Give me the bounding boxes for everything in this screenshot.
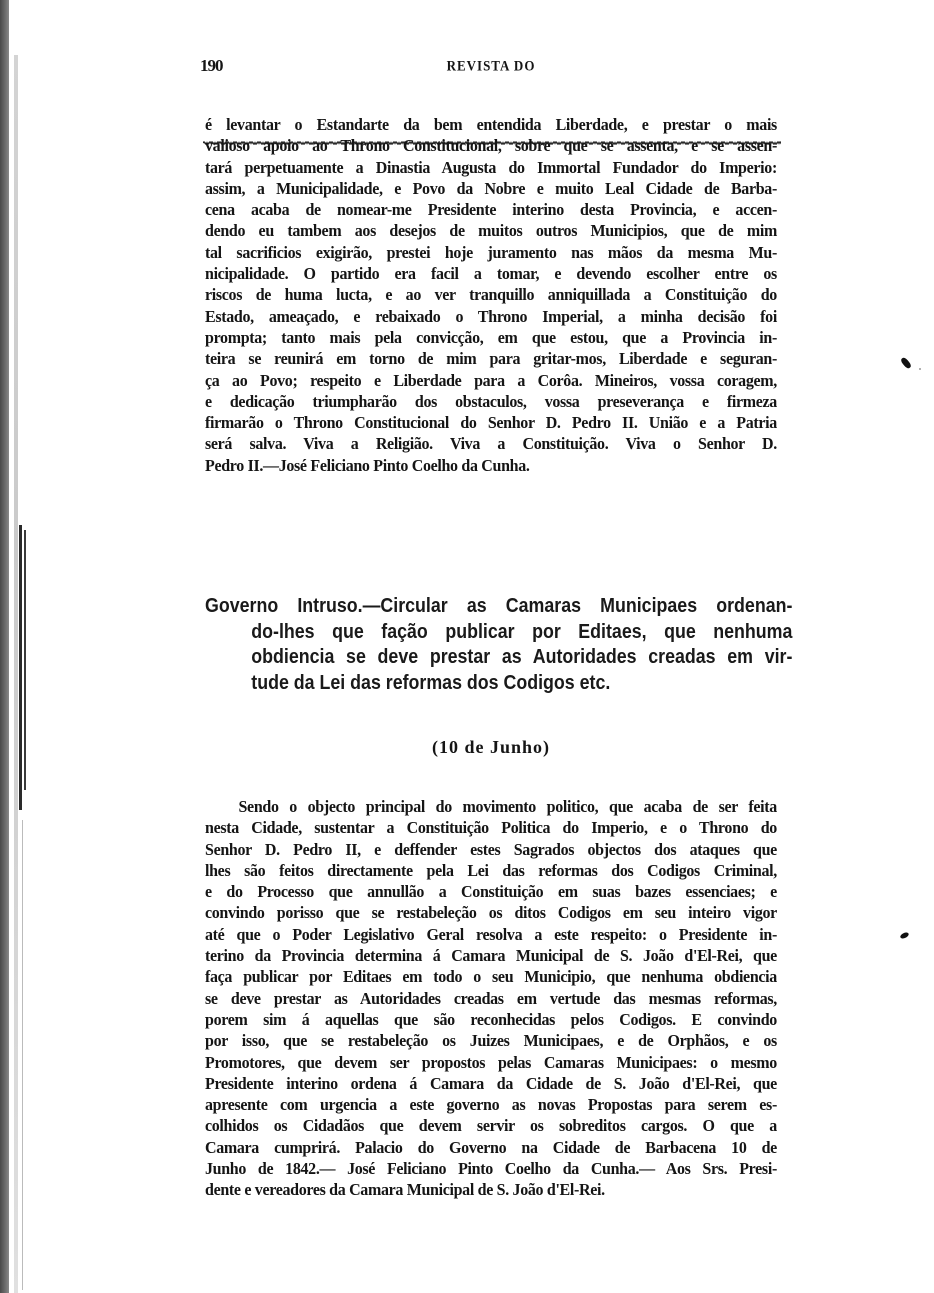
text-line: assim, a Municipalidade, e Povo da Nobre e muito Leal Cidade de Barba- bbox=[205, 178, 777, 198]
ink-speck bbox=[900, 356, 912, 369]
text-line: convindo porisso que se restabeleção os ditos Codigos em seu inteiro vigor bbox=[205, 903, 777, 923]
page-number: 190 bbox=[200, 56, 223, 75]
text-line: lhes são feitos directamente pela Lei das reformas dos Codigos Criminal, bbox=[205, 860, 777, 880]
text-line: Pedro II.—José Feliciano Pinto Coelho da Cunha. bbox=[205, 455, 530, 475]
text-line: e dedicação triumpharão dos obstaculos, vossa preseverança e firmeza bbox=[205, 391, 777, 411]
running-title: REVISTA DO bbox=[446, 56, 536, 75]
text-line: tará perpetuamente a Dinastia Augusta do Immortal Fundador do Imperio: bbox=[205, 157, 777, 177]
text-line: será salva. Viva a Religião. Viva a Constituição. Viva o Senhor D. bbox=[205, 434, 777, 454]
book-page bbox=[200, 56, 793, 1200]
binding-shadow bbox=[14, 55, 18, 1293]
text-line: se deve prestar as Autoridades creadas em vertude das mesmas reformas, bbox=[205, 988, 777, 1008]
text-line: por isso, que se restabeleção os Juizes Municipaes, e de Orphãos, e os bbox=[205, 1031, 777, 1051]
text-line: até que o Poder Legislativo Geral resolva a este respeito: o Presidente in- bbox=[205, 924, 777, 944]
text-line: teira se reunirá em torno de mim para gritar-mos, Liberdade e seguran- bbox=[205, 349, 777, 369]
heading-line: do-lhes que fação publicar por Editaes, que nenhuma bbox=[251, 620, 793, 643]
running-head bbox=[200, 56, 777, 78]
text-line: firmarão o Throno Constitucional do Senhor D. Pedro II. União e a Patria bbox=[205, 413, 777, 433]
text-line: Estado, ameaçado, e rebaixado o Throno Imperial, a minha decisão foi bbox=[205, 306, 777, 326]
text-line: e do Processo que annullão a Constituição em suas bazes essenciaes; e bbox=[205, 882, 777, 902]
text-line: riscos de huma lucta, e ao ver tranquillo anniquillada a Constituição do bbox=[205, 285, 777, 305]
text-line: Senhor D. Pedro II, e deffender estes Sagrados objectos dos ataques que bbox=[205, 839, 777, 859]
text-line: nesta Cidade, sustentar a Constituição Politica do Imperio, e o Throno do bbox=[205, 818, 777, 838]
heading-line: obdiencia se deve prestar as Autoridades creadas em vir- bbox=[251, 646, 793, 668]
text-line: cena acaba de nomear-me Presidente interino desta Provincia, e accen- bbox=[205, 200, 777, 220]
section-heading bbox=[205, 594, 793, 696]
text-line: tal sacrificios exigirão, prestei hoje juramento nas mãos da mesma Mu- bbox=[205, 242, 777, 262]
text-line: prompta; tanto mais pela convicção, em que estou, que a Provincia in- bbox=[205, 327, 777, 347]
section-date: (10 de Junho) bbox=[431, 737, 551, 757]
ink-speck bbox=[919, 368, 921, 370]
text-line: Camara cumprirá. Palacio do Governo na Cidade de Barbacena 10 de bbox=[205, 1137, 777, 1157]
paragraph-1 bbox=[205, 114, 777, 476]
text-line: dente e vereadores da Camara Municipal de S. João d'El-Rei. bbox=[205, 1180, 605, 1200]
text-line: porem sim á aquellas que são reconhecidas pelos Codigos. E convindo bbox=[205, 1009, 777, 1029]
text-line: nicipalidade. O partido era facil a tomar, e devendo escolher entre os bbox=[205, 264, 777, 284]
binding-shadow bbox=[22, 820, 23, 1290]
text-line: valioso apoio ao Throno Constitucional, sobre que se assenta, e se assen- bbox=[205, 136, 777, 156]
text-line: é levantar o Estandarte da bem entendida Liberdade, e prestar o mais bbox=[205, 115, 777, 134]
text-line: dendo eu tambem aos desejos de muitos outros Municipios, que de mim bbox=[205, 221, 777, 241]
text-line: faça publicar por Editaes em todo o seu Municipio, que nenhuma obdiencia bbox=[205, 967, 777, 987]
text-line: Sendo o objecto principal do movimento politico, que acaba de ser feita bbox=[238, 797, 777, 816]
text-line: ça ao Povo; respeito e Liberdade para a Corôa. Mineiros, vossa coragem, bbox=[205, 370, 777, 390]
book-binding-edge bbox=[0, 0, 9, 1293]
text-line: colhidos os Cidadãos que devem servir os sobreditos cargos. O que a bbox=[205, 1116, 777, 1136]
text-line: Promotores, que devem ser propostos pelas Camaras Municipaes: o mesmo bbox=[205, 1052, 777, 1072]
text-line: Presidente interino ordena á Camara da Cidade de S. João d'El-Rei, que bbox=[205, 1073, 777, 1093]
text-line: Junho de 1842.— José Feliciano Pinto Coelho da Cunha.— Aos Srs. Presi- bbox=[205, 1159, 777, 1179]
paragraph-2 bbox=[205, 796, 777, 1201]
ink-speck bbox=[899, 931, 909, 939]
binding-mark bbox=[24, 530, 26, 790]
text-line: apresente com urgencia a este governo as novas Propostas para serem es- bbox=[205, 1095, 777, 1115]
heading-line: Governo Intruso.—Circular as Camaras Municipaes ordenan- bbox=[205, 595, 793, 617]
text-line: terino da Provincia determina á Camara Municipal de S. João d'El-Rei, que bbox=[205, 946, 777, 966]
heading-line: tude da Lei das reformas dos Codigos etc. bbox=[251, 671, 611, 694]
binding-mark bbox=[19, 525, 22, 810]
